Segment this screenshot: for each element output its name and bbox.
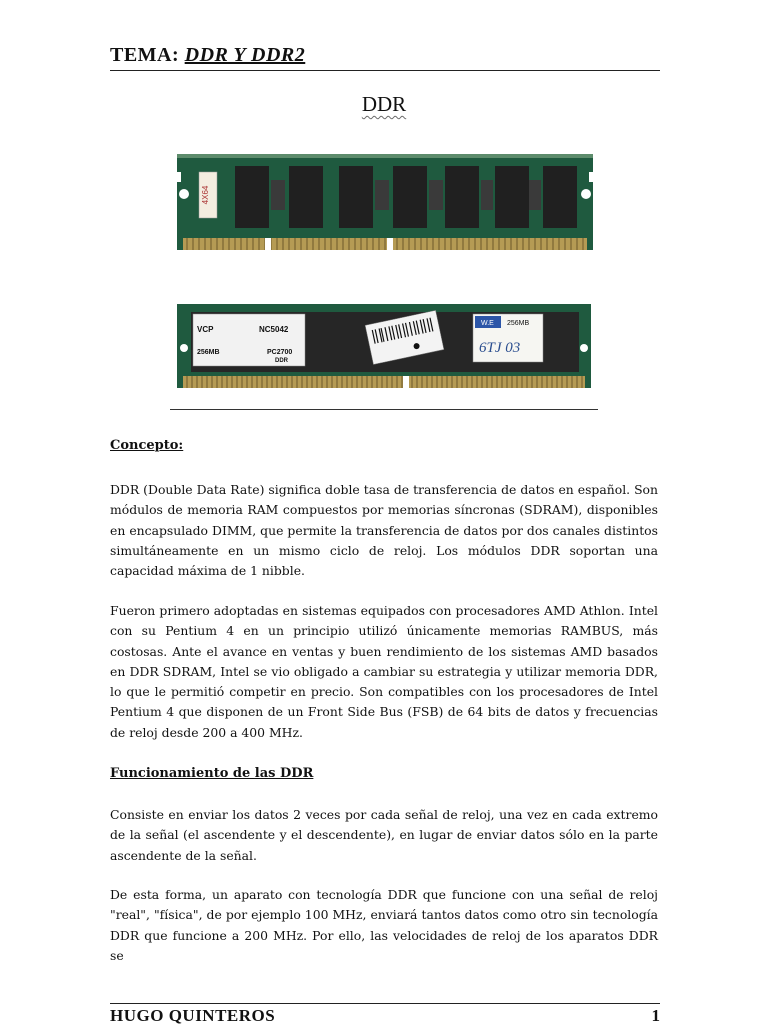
ddr-label-size: 256MB	[197, 349, 220, 356]
ddr-sticker-brand: W.E	[481, 320, 494, 327]
header-label: TEMA:	[110, 44, 180, 66]
paragraph-concepto-1: DDR (Double Data Rate) significa doble tasa de transferencia de datos en español. Son módulos de memoria RAM compuestos por memorias síncronas (SDRAM), disponibles en encapsulado DIMM, que permite la transferencia de datos por dos canales distintos simultáneamente en un mismo ciclo de reloj. Los módulos DDR soportan una capacidad máxima de 1 nibble.	[110, 482, 658, 579]
sdram-sticker-label: 4X64	[201, 185, 210, 205]
section-heading-concepto: Concepto:	[110, 438, 184, 453]
page-title: DDR	[361, 92, 407, 116]
document-header	[110, 44, 660, 71]
ddr-sticker-size: 256MB	[507, 320, 530, 327]
footer-author: HUGO QUINTEROS	[110, 1006, 276, 1025]
ddr-label-code: NC5042	[259, 325, 289, 334]
paragraph-concepto-2: Fueron primero adoptadas en sistemas equipados con procesadores AMD Athlon. Intel con su Pentium 4 en un principio utilizó únicamente memorias RAMBUS, más costosas. Ante el avance en ventas y buen rendimiento de los sistemas AMD basados en DDR SDRAM, Intel se vio obligado a cambiar su estrategia y utilizar memoria DDR, lo que le permitió competir en precio. Son compatibles con los procesadores de Intel Pentium 4 que disponen de un Front Side Bus (FSB) de 64 bits de datos y frecuencias de reloj desde 200 a 400 MHz.	[110, 603, 658, 740]
image-divider	[170, 409, 598, 410]
page-number: 1	[651, 1006, 660, 1025]
ddr-label-speed: PC2700	[267, 349, 293, 356]
paragraph-funcionamiento-2: De esta forma, un aparato con tecnología DDR que funcione con una señal de reloj "real", "física", de por ejemplo 100 MHz, enviará tantos datos como otro sin tecnología DDR que funcione a 200 MHz. Por ello, las velocidades de reloj de los aparatos DDR se	[110, 887, 658, 963]
sdram-module-image	[177, 154, 593, 260]
document-footer	[110, 1003, 660, 1026]
ddr-sticker-handwritten: 6TJ 03	[479, 340, 521, 356]
header-topic: DDR Y DDR2	[184, 44, 306, 66]
ddr-label-type: DDR	[275, 358, 288, 364]
section-heading-funcionamiento: Funcionamiento de las DDR	[110, 766, 314, 781]
ddr-module-image	[177, 304, 591, 400]
paragraph-funcionamiento-1: Consiste en enviar los datos 2 veces por cada señal de reloj, una vez en cada extremo de la señal (el ascendente y el descendente), en lugar de enviar datos sólo en la parte ascendente de la señal.	[110, 807, 658, 863]
ddr-label-sub: VCP	[197, 325, 214, 334]
